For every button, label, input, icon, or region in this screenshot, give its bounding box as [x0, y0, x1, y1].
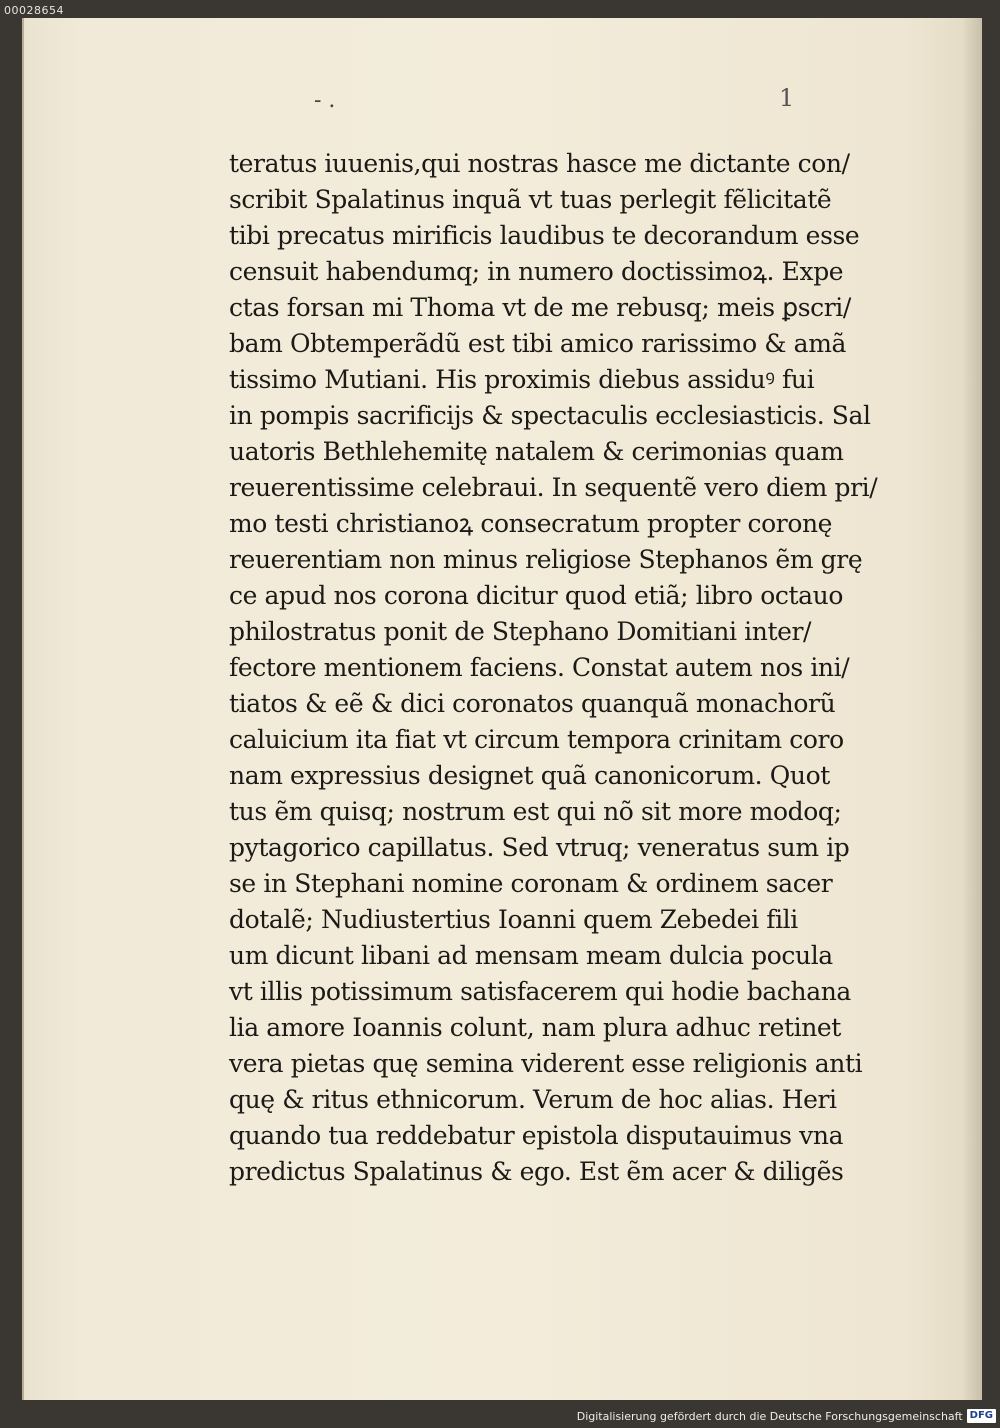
scan-id: 00028654 [4, 4, 64, 17]
text-line: in pompis sacrificijs & spectaculis ecclesiasticis. Sal [229, 401, 871, 430]
text-line: bam Obtemperãdũ est tibi amico rarissimo & amã [229, 329, 847, 358]
text-line: um dicunt libani ad mensam meam dulcia pocula [229, 941, 833, 970]
text-line: teratus iuuenis,qui nostras hasce me dictante con/ [229, 149, 850, 178]
text-line: scribit Spalatinus inquã vt tuas perlegit fẽlicitatẽ [229, 185, 832, 214]
text-line: quando tua reddebatur epistola disputauimus vna [229, 1121, 844, 1150]
text-line: tus ẽm quisq; nostrum est qui nõ sit more modoq; [229, 797, 842, 826]
text-line: nam expressius designet quã canonicorum. Quot [229, 761, 830, 790]
book-page [22, 18, 982, 1400]
text-line: fectore mentionem faciens. Constat autem nos ini/ [229, 653, 850, 682]
text-line: quę & ritus ethnicorum. Verum de hoc alias. Heri [229, 1085, 837, 1114]
text-line: tiatos & eẽ & dici coronatos quanquã monachorũ [229, 689, 836, 718]
footer-credit-bar [577, 1408, 996, 1424]
text-line: reuerentiam non minus religiose Stephanos ẽm grę [229, 545, 863, 574]
text-line: philostratus ponit de Stephano Domitiani inter/ [229, 617, 812, 646]
text-line: dotalẽ; Nudiustertius Ioanni quem Zebedei fili [229, 905, 798, 934]
text-line: uatoris Bethlehemitę natalem & cerimonias quam [229, 437, 844, 466]
text-line: mo testi christianoꝝ consecratum propter coronę [229, 509, 833, 538]
text-line: ce apud nos corona dicitur quod etiã; libro octauo [229, 581, 843, 610]
text-line: predictus Spalatinus & ego. Est ẽm acer & diligẽs [229, 1157, 844, 1186]
text-line: vt illis potissimum satisfacerem qui hodie bachana [229, 977, 851, 1006]
text-line: tissimo Mutiani. His proximis diebus assiduꝰ fui [229, 365, 815, 394]
page-edge-shadow [962, 18, 982, 1400]
text-line: reuerentissime celebraui. In sequentẽ vero diem pri/ [229, 473, 878, 502]
text-line: ctas forsan mi Thoma vt de me rebusq; meis ꝑscri/ [229, 293, 851, 322]
text-block [229, 146, 959, 1190]
header-marks: - . [314, 88, 336, 113]
dfg-logo: DFG [967, 1409, 996, 1423]
folio-number: 1 [779, 84, 795, 112]
text-line: caluicium ita fiat vt circum tempora crinitam coro [229, 725, 844, 754]
footer-credit-text: Digitalisierung gefördert durch die Deutsche Forschungsgemeinschaft [576, 1409, 963, 1423]
text-line: se in Stephani nomine coronam & ordinem sacer [229, 869, 833, 898]
text-line: lia amore Ioannis colunt, nam plura adhuc retinet [229, 1013, 841, 1042]
text-line: censuit habendumq; in numero doctissimoꝝ. Expe [229, 257, 844, 286]
text-line: vera pietas quę semina viderent esse religionis anti [229, 1049, 863, 1078]
text-line: tibi precatus mirificis laudibus te decorandum esse [229, 221, 860, 250]
text-line: pytagorico capillatus. Sed vtruq; veneratus sum ip [229, 833, 850, 862]
